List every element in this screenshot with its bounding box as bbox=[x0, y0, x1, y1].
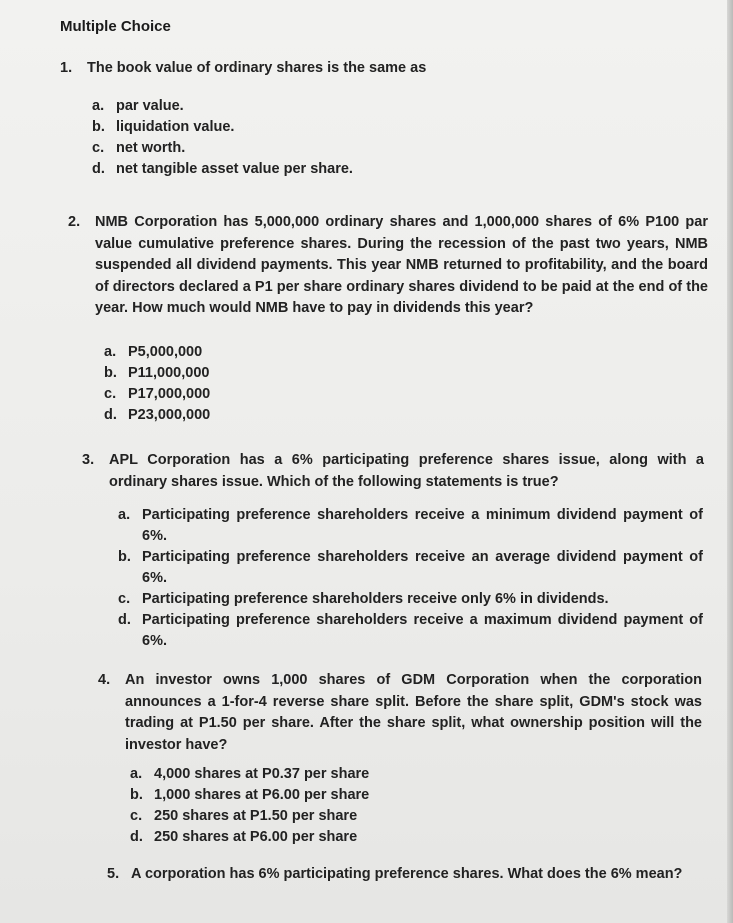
option-letter: a. bbox=[104, 344, 117, 360]
option-letter: c. bbox=[130, 808, 143, 824]
option-text: net tangible asset value per share. bbox=[116, 161, 353, 177]
option-letter: b. bbox=[92, 119, 105, 135]
option-c bbox=[130, 806, 430, 827]
question-text: An investor owns 1,000 shares of GDM Corporation when the corporation announces a 1-for-4 reverse share split. Before the share split, GDM's stock was trading at P1.50 per share. After the share split, what ownership position will the investor have? bbox=[125, 672, 702, 753]
option-d bbox=[130, 827, 430, 848]
option-letter: b. bbox=[118, 549, 131, 565]
option-c bbox=[118, 589, 703, 610]
option-text: net worth. bbox=[116, 140, 186, 156]
option-text: 4,000 shares at P0.37 per share bbox=[154, 766, 370, 782]
question-number: 3. bbox=[82, 452, 95, 468]
option-text: Participating preference shareholders receive an average dividend payment of 6%. bbox=[142, 549, 703, 586]
question-number: 5. bbox=[107, 866, 120, 882]
option-text: 1,000 shares at P6.00 per share bbox=[154, 787, 370, 803]
option-text: P11,000,000 bbox=[128, 365, 210, 381]
question-2 bbox=[68, 212, 708, 320]
option-text: Participating preference shareholders receive only 6% in dividends. bbox=[142, 591, 609, 607]
option-text: 250 shares at P6.00 per share bbox=[154, 829, 358, 845]
option-letter: d. bbox=[130, 829, 143, 845]
page-edge-shadow bbox=[727, 0, 733, 923]
option-a bbox=[130, 764, 430, 785]
question-1-options bbox=[92, 96, 432, 180]
question-number: 1. bbox=[60, 60, 73, 76]
option-letter: a. bbox=[130, 766, 143, 782]
question-5 bbox=[107, 864, 707, 886]
option-a bbox=[92, 96, 432, 117]
option-d bbox=[118, 610, 703, 652]
question-text: APL Corporation has a 6% participating preference shares issue, along with a ordinary shares issue. Which of the following statements is true? bbox=[109, 452, 704, 490]
question-2-options bbox=[104, 342, 364, 426]
option-text: 250 shares at P1.50 per share bbox=[154, 808, 358, 824]
question-4-options bbox=[130, 764, 430, 848]
option-c bbox=[104, 384, 364, 405]
option-text: liquidation value. bbox=[116, 119, 235, 135]
question-3 bbox=[82, 450, 704, 493]
option-text: Participating preference shareholders receive a minimum dividend payment of 6%. bbox=[142, 507, 703, 544]
question-number: 4. bbox=[98, 672, 111, 688]
option-b bbox=[118, 547, 703, 589]
option-text: Participating preference shareholders receive a maximum dividend payment of 6%. bbox=[142, 612, 703, 649]
option-a bbox=[104, 342, 364, 363]
option-b bbox=[130, 785, 430, 806]
option-letter: d. bbox=[92, 161, 105, 177]
question-text: A corporation has 6% participating preference shares. What does the 6% mean? bbox=[131, 866, 683, 882]
option-letter: b. bbox=[104, 365, 117, 381]
option-a bbox=[118, 505, 703, 547]
option-text: P17,000,000 bbox=[128, 386, 211, 402]
question-3-options bbox=[118, 505, 703, 652]
option-letter: d. bbox=[104, 407, 117, 423]
question-text: The book value of ordinary shares is the same as bbox=[87, 60, 427, 76]
option-d bbox=[104, 405, 364, 426]
question-1 bbox=[60, 58, 480, 80]
option-text: P23,000,000 bbox=[128, 407, 211, 423]
option-letter: c. bbox=[118, 591, 131, 607]
question-4 bbox=[98, 670, 702, 756]
option-letter: a. bbox=[92, 98, 105, 114]
option-text: P5,000,000 bbox=[128, 344, 203, 360]
option-letter: d. bbox=[118, 612, 131, 628]
option-letter: b. bbox=[130, 787, 143, 803]
option-letter: c. bbox=[104, 386, 117, 402]
option-c bbox=[92, 138, 432, 159]
option-b bbox=[104, 363, 364, 384]
question-number: 2. bbox=[68, 214, 81, 230]
option-letter: a. bbox=[118, 507, 131, 523]
option-text: par value. bbox=[116, 98, 184, 114]
section-heading: Multiple Choice bbox=[60, 18, 171, 35]
option-d bbox=[92, 159, 432, 180]
option-b bbox=[92, 117, 432, 138]
question-text: NMB Corporation has 5,000,000 ordinary shares and 1,000,000 shares of 6% P100 par value cumulative preference shares. During the recession of the past two years, NMB suspended all dividend payments. This year NMB returned to profitability, and the board of directors declared a P1 per share ordinary shares dividend to be paid at the end of the year. How much would NMB have to pay in dividends this year? bbox=[95, 214, 708, 316]
option-letter: c. bbox=[92, 140, 105, 156]
